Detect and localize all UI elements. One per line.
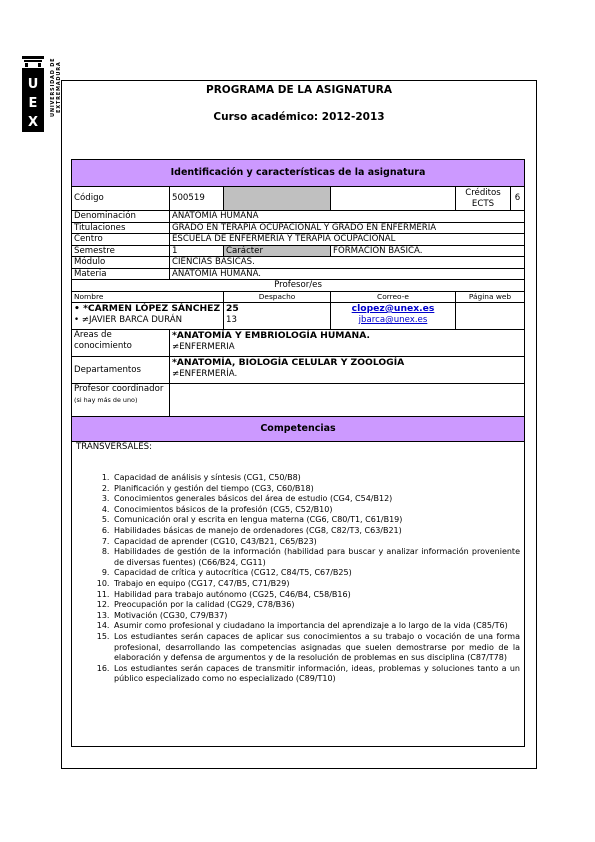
titulaciones-label: Titulaciones [72, 222, 170, 234]
codigo-label: Código [72, 187, 170, 211]
competencia-item: 10. Trabajo en equipo (CG17, C47/B5, C71/B29) [112, 579, 520, 590]
caracter-value: FORMACIÓN BÁSICA. [331, 245, 525, 257]
competencias-list [76, 473, 520, 685]
semestre-label: Semestre [72, 245, 170, 257]
materia-value: ANATOMÍA HUMANA. [170, 268, 525, 280]
professor-2-office: 13 [226, 315, 237, 325]
uex-seal-icon [18, 30, 48, 140]
university-name-vertical: UNIVERSIDAD DE EXTREMADURA [50, 57, 62, 117]
competencia-item: 1. Capacidad de análisis y síntesis (CG1, C50/B8) [112, 473, 520, 484]
professor-2-name: • ≠JAVIER BARCA DURÁN [74, 315, 183, 325]
competencia-item: 12. Preocupación por la calidad (CG29, C78/B36) [112, 600, 520, 611]
caracter-label: Carácter [224, 245, 331, 257]
competencias-content [72, 442, 525, 747]
coordinador-note: (si hay más de uno) [74, 395, 138, 404]
competencia-item: 2. Planificación y gestión del tiempo (CG3, C60/B18) [112, 484, 520, 495]
grey-cell [224, 187, 331, 211]
departamento-2: ≠ENFERMERÍA. [172, 369, 238, 379]
denominacion-label: Denominación [72, 211, 170, 223]
competencia-item: 15. Los estudiantes serán capaces de aplicar sus conocimientos a su trabajo o vocación de una forma profesional, desarrollando las competencias asignadas que suelen demostrarse por medio de la elaboración y defensa de argumentos y de la resolución de problemas en sus disciplina (C87/T78) [112, 632, 520, 664]
coordinador-label: Profesor coordinador [74, 384, 164, 394]
professor-offices [224, 303, 331, 330]
departamentos-label: Departamentos [72, 357, 170, 384]
svg-text:U: U [27, 77, 39, 92]
professor-1-email-link[interactable]: clopez@unex.es [351, 303, 435, 314]
competencia-item: 13. Motivación (CG30, C79/B37) [112, 611, 520, 622]
professor-names [72, 303, 224, 330]
competencias-section-header: Competencias [72, 417, 525, 442]
area-2: ≠ENFERMERIA [172, 342, 235, 352]
svg-text:X: X [27, 115, 39, 130]
course-info-table [71, 159, 525, 747]
materia-label: Materia [72, 268, 170, 280]
competencia-item: 14. Asumir como profesional y ciudadano la importancia del aprendizaje a lo largo de la vida (C85/T6) [112, 621, 520, 632]
centro-label: Centro [72, 234, 170, 246]
competencia-item: 16. Los estudiantes serán capaces de transmitir información, ideas, problemas y soluciones tanto a un público especializado como no especializado (C89/T10) [112, 664, 520, 685]
coordinador-cell [72, 384, 170, 417]
competencia-item: 7. Capacidad de aprender (CG10, C43/B21, C65/B23) [112, 537, 520, 548]
modulo-value: CIENCIAS BÁSICAS. [170, 257, 525, 269]
competencia-item: 4. Conocimientos básicos de la profesión (CG5, C52/B10) [112, 505, 520, 516]
academic-year: Curso académico: 2012-2013 [213, 111, 385, 123]
area-1: *ANATOMÍA Y EMBRIOLOGÍA HUMANA. [172, 330, 370, 341]
document-title: PROGRAMA DE LA ASIGNATURA [206, 84, 392, 96]
semestre-value: 1 [170, 245, 224, 257]
professor-web [456, 303, 525, 330]
competencia-item: 3. Conocimientos generales básicos del área de estudio (CG4, C54/B12) [112, 494, 520, 505]
col-web: Página web [456, 291, 525, 303]
denominacion-value: ANATOMÍA HUMANA [170, 211, 525, 223]
svg-text:E: E [28, 96, 38, 111]
professor-1-office: 25 [226, 303, 239, 314]
titulaciones-value: GRADO EN TERAPIA OCUPACIONAL Y GRADO EN ENFERMERÍA [170, 222, 525, 234]
competencia-item: 8. Habilidades de gestión de la información (habilidad para buscar y analizar información proveniente de diversas fuentes) (C66/B24, CG11) [112, 547, 520, 568]
competencia-item: 9. Capacidad de crítica y autocrítica (CG12, C84/T5, C67/B25) [112, 568, 520, 579]
col-nombre: Nombre [72, 291, 224, 303]
professor-1-name: • *CARMEN LÓPEZ SÁNCHEZ [74, 303, 221, 314]
coordinador-value [170, 384, 525, 417]
competencia-item: 11. Habilidad para trabajo autónomo (CG25, C46/B4, C58/B16) [112, 590, 520, 601]
transversales-heading: TRANSVERSALES: [76, 442, 152, 452]
centro-value: ESCUELA DE ENFERMERÍA Y TERAPIA OCUPACIONAL [170, 234, 525, 246]
creditos-value: 6 [511, 187, 525, 211]
creditos-label: Créditos ECTS [456, 187, 511, 211]
departamentos-value [170, 357, 525, 384]
profesores-header: Profesor/es [72, 280, 525, 292]
col-correo: Correo-e [331, 291, 456, 303]
departamento-1: *ANATOMÍA, BIOLOGÍA CELULAR Y ZOOLOGÍA [172, 357, 405, 368]
areas-label: Áreas de conocimiento [72, 330, 170, 357]
empty-cell [331, 187, 456, 211]
identification-section-header: Identificación y características de la asignatura [72, 160, 525, 187]
codigo-value: 500519 [170, 187, 224, 211]
professor-emails [331, 303, 456, 330]
professor-2-email-link[interactable]: jbarca@unex.es [358, 315, 428, 325]
competencia-item: 5. Comunicación oral y escrita en lengua materna (CG6, C80/T1, C61/B19) [112, 515, 520, 526]
col-despacho: Despacho [224, 291, 331, 303]
areas-value [170, 330, 525, 357]
competencia-item: 6. Habilidades básicas de manejo de ordenadores (CG8, C82/T3, C63/B21) [112, 526, 520, 537]
modulo-label: Módulo [72, 257, 170, 269]
